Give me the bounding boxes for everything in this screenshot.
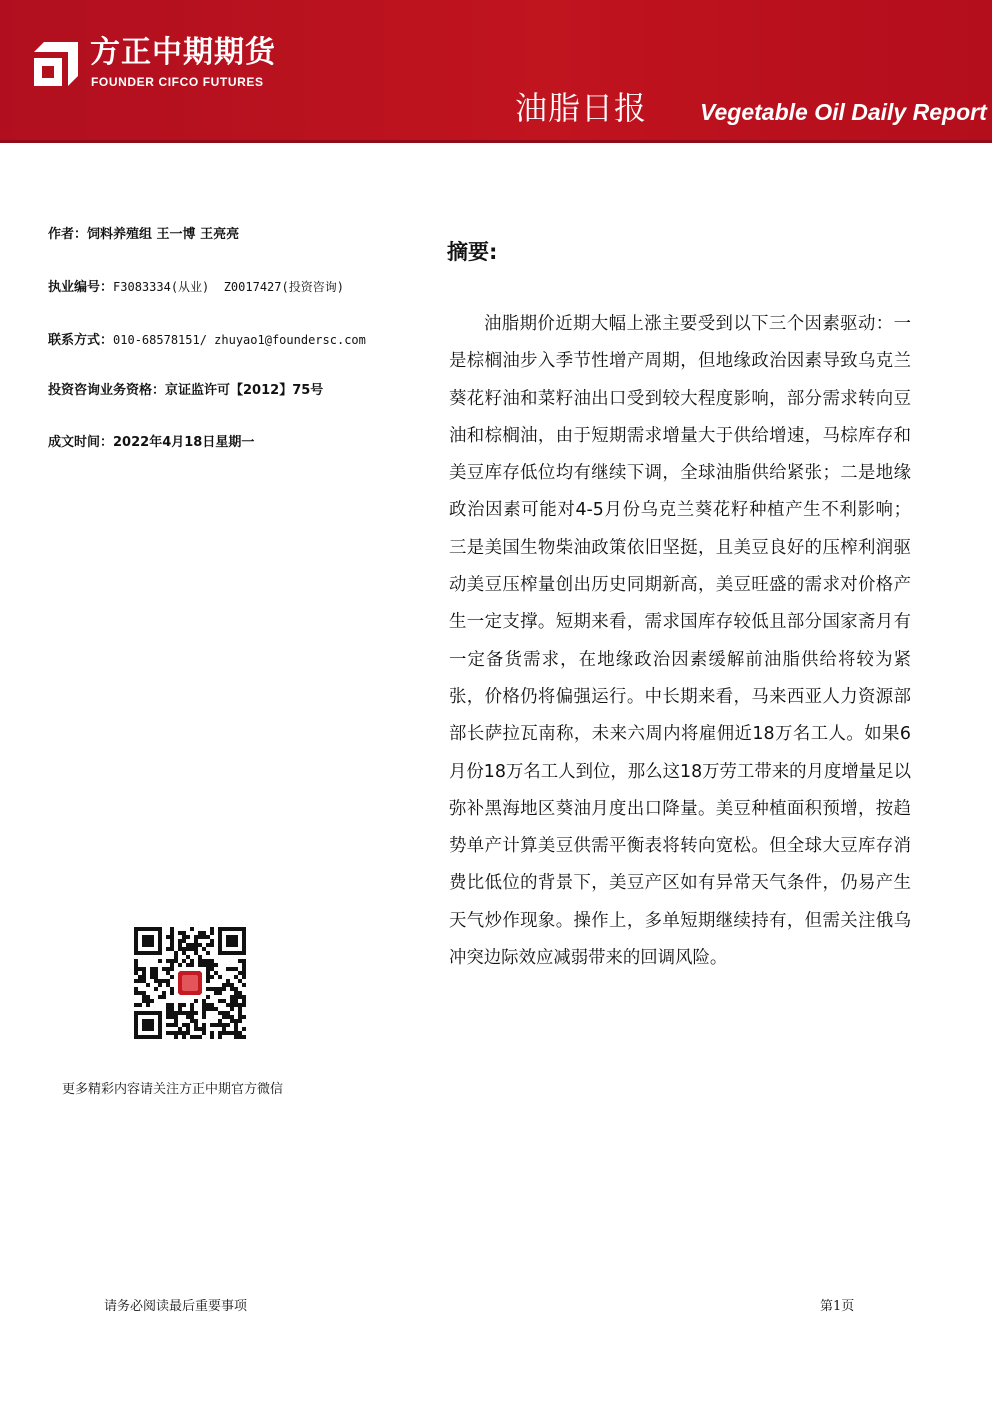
license-line (48, 279, 344, 296)
date-line (48, 435, 254, 451)
author-value: 饲料养殖组 王一博 王亮亮 (87, 227, 240, 242)
abstract-title: 摘要: (447, 240, 498, 264)
qualification-value: 京证监许可【2012】75号 (165, 383, 324, 398)
header-divider (0, 140, 992, 143)
qualification-line (48, 383, 323, 399)
abstract-body: 油脂期价近期大幅上涨主要受到以下三个因素驱动：一是棕榈油步入季节性增产周期，但地缘政治因素导致乌克兰葵花籽油和菜籽油出口受到较大程度影响，部分需求转向豆油和棕榈油，由于短期需求增量大于供给增速，马棕库存和美豆库存低位均有继续下调，全球油脂供给紧张；二是地缘政治因素可能对4-5月份乌克兰葵花籽种植产生不利影响；三是美国生物柴油政策依旧坚挺，且美豆良好的压榨利润驱动美豆压榨量创出历史同期新高，美豆旺盛的需求对价格产生一定支撑。短期来看，需求国库存较低且部分国家斋月有一定备货需求，在地缘政治因素缓解前油脂供给将较为紧张，价格仍将偏强运行。中长期来看，马来西亚人力资源部部长萨拉瓦南称，未来六周内将雇佣近18万名工人。如果6月份18万名工人到位，那么这18万劳工带来的月度增量足以弥补黑海地区葵油月度出口降量。美豆种植面积预增，按趋势单产计算美豆供需平衡表将转向宽松。但全球大豆库存消费比低位的背景下，美豆产区如有异常天气条件，仍易产生天气炒作现象。操作上，多单短期继续持有，但需关注俄乌冲突边际效应减弱带来的回调风险。 (449, 314, 911, 969)
date-label: 成文时间： (48, 435, 114, 450)
contact-line (48, 332, 366, 349)
qr-caption: 更多精彩内容请关注方正中期官方微信 (62, 1082, 284, 1097)
license-label: 执业编号： (48, 280, 114, 295)
date-value: 2022年4月18日星期一 (113, 435, 255, 450)
page-number: 第1页 (820, 1299, 855, 1314)
qr-code-icon (134, 927, 246, 1039)
license-value: F3083334(从业) Z0017427(投资咨询) (113, 280, 344, 294)
author-label: 作者： (48, 227, 88, 242)
author-line (48, 227, 239, 243)
contact-label: 联系方式： (48, 333, 114, 348)
report-title-cn: 油脂日报 (515, 89, 648, 127)
qualification-label: 投资咨询业务资格： (48, 383, 166, 398)
report-title-en: Vegetable Oil Daily Report (700, 99, 987, 125)
brand-name-cn: 方正中期期货 (90, 35, 276, 70)
footer-notice: 请务必阅读最后重要事项 (104, 1299, 248, 1314)
founder-logo-icon (30, 38, 82, 90)
brand-name-en: FOUNDER CIFCO FUTURES (91, 75, 264, 89)
contact-value: 010-68578151/ zhuyao1@foundersc.com (113, 333, 366, 347)
